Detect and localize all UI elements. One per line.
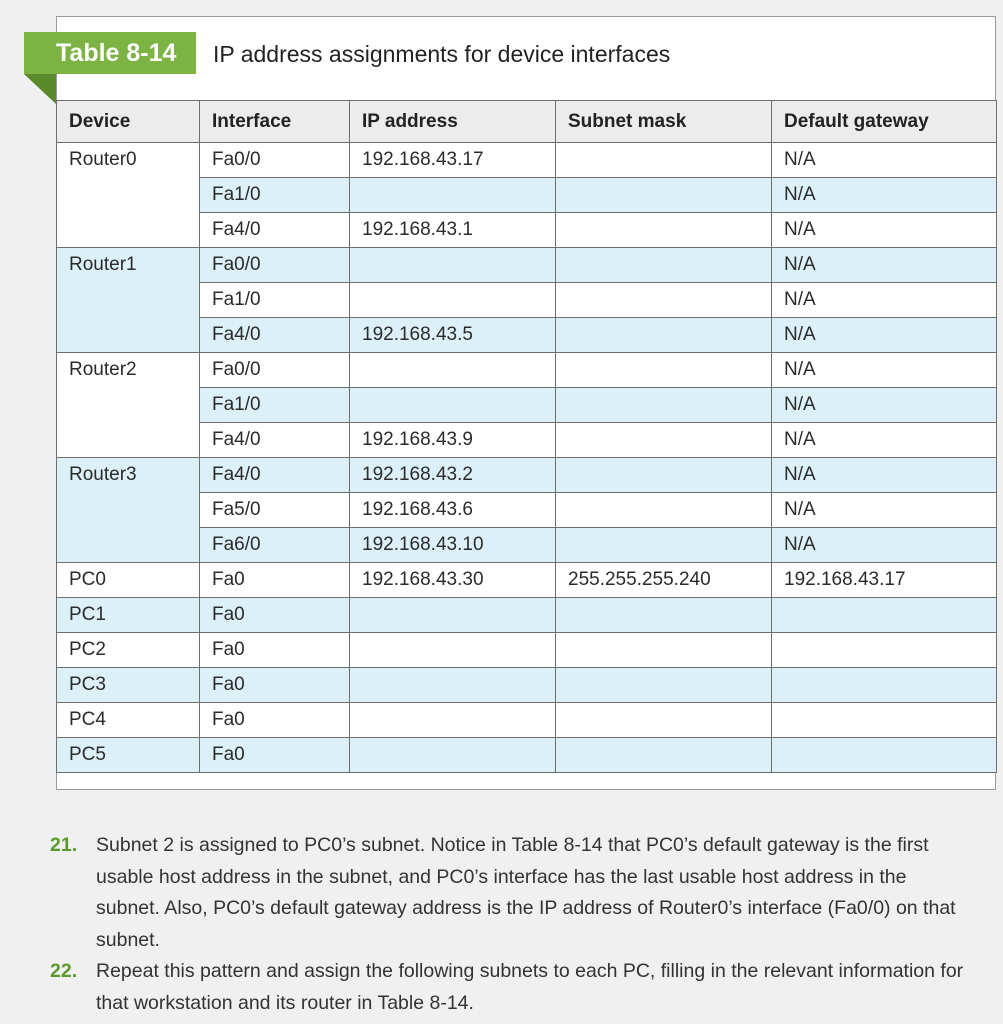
gateway-cell: N/A (772, 283, 997, 318)
gateway-cell: N/A (772, 493, 997, 528)
ip-cell (350, 283, 556, 318)
device-cell: PC3 (57, 668, 200, 703)
ip-assignment-table (56, 100, 997, 773)
device-cell: Router0 (57, 143, 200, 248)
mask-cell (556, 458, 772, 493)
interface-cell: Fa0 (200, 633, 350, 668)
step-21 (50, 830, 970, 956)
device-cell: PC1 (57, 598, 200, 633)
table-row (57, 563, 997, 598)
device-cell: Router2 (57, 353, 200, 458)
ip-cell (350, 353, 556, 388)
table-label: Table 8-14 (24, 32, 196, 74)
step-text: Repeat this pattern and assign the following subnets to each PC, filling in the relevant information for that workstation and its router in Table 8-14. (96, 960, 964, 1014)
interface-cell: Fa0 (200, 598, 350, 633)
interface-cell: Fa4/0 (200, 318, 350, 353)
table-row (57, 248, 997, 283)
interface-cell: Fa0 (200, 703, 350, 738)
mask-cell: 255.255.255.240 (556, 563, 772, 598)
device-cell: PC5 (57, 738, 200, 773)
table-row (57, 598, 997, 633)
gateway-cell: N/A (772, 318, 997, 353)
ip-cell (350, 668, 556, 703)
ip-cell: 192.168.43.17 (350, 143, 556, 178)
ip-cell: 192.168.43.2 (350, 458, 556, 493)
mask-cell (556, 423, 772, 458)
ip-cell (350, 598, 556, 633)
caption-fold-decoration (24, 74, 56, 104)
device-cell: Router3 (57, 458, 200, 563)
step-number: 21. (50, 834, 78, 856)
table-row (57, 738, 997, 773)
gateway-cell (772, 738, 997, 773)
mask-cell (556, 248, 772, 283)
table-row (57, 703, 997, 738)
interface-cell: Fa4/0 (200, 458, 350, 493)
mask-cell (556, 528, 772, 563)
ip-cell (350, 738, 556, 773)
interface-cell: Fa0 (200, 563, 350, 598)
mask-cell (556, 493, 772, 528)
table-row (57, 458, 997, 493)
mask-cell (556, 143, 772, 178)
table-row (57, 353, 997, 388)
ip-cell (350, 703, 556, 738)
gateway-cell (772, 703, 997, 738)
ip-cell: 192.168.43.9 (350, 423, 556, 458)
interface-cell: Fa0 (200, 668, 350, 703)
column-header-default-gateway: Default gateway (772, 101, 997, 143)
mask-cell (556, 598, 772, 633)
step-22 (50, 956, 970, 1019)
table-row (57, 143, 997, 178)
mask-cell (556, 213, 772, 248)
interface-cell: Fa5/0 (200, 493, 350, 528)
mask-cell (556, 738, 772, 773)
gateway-cell (772, 598, 997, 633)
column-header-interface: Interface (200, 101, 350, 143)
instruction-steps (50, 830, 970, 1019)
mask-cell (556, 318, 772, 353)
gateway-cell: N/A (772, 528, 997, 563)
ip-cell: 192.168.43.30 (350, 563, 556, 598)
interface-cell: Fa6/0 (200, 528, 350, 563)
ip-cell (350, 388, 556, 423)
device-cell: PC0 (57, 563, 200, 598)
ip-cell (350, 633, 556, 668)
interface-cell: Fa0/0 (200, 353, 350, 388)
table-header-row (57, 101, 997, 143)
gateway-cell: N/A (772, 353, 997, 388)
gateway-cell: N/A (772, 248, 997, 283)
interface-cell: Fa1/0 (200, 388, 350, 423)
interface-cell: Fa0/0 (200, 143, 350, 178)
interface-cell: Fa4/0 (200, 423, 350, 458)
ip-cell: 192.168.43.6 (350, 493, 556, 528)
gateway-cell: N/A (772, 213, 997, 248)
mask-cell (556, 668, 772, 703)
step-number: 22. (50, 960, 78, 982)
gateway-cell: N/A (772, 143, 997, 178)
ip-cell: 192.168.43.5 (350, 318, 556, 353)
interface-cell: Fa4/0 (200, 213, 350, 248)
device-cell: Router1 (57, 248, 200, 353)
mask-cell (556, 178, 772, 213)
column-header-ip-address: IP address (350, 101, 556, 143)
mask-cell (556, 703, 772, 738)
table-row (57, 668, 997, 703)
gateway-cell: N/A (772, 178, 997, 213)
interface-cell: Fa0/0 (200, 248, 350, 283)
interface-cell: Fa1/0 (200, 283, 350, 318)
table-title: IP address assignments for device interfaces (213, 41, 671, 67)
gateway-cell: N/A (772, 388, 997, 423)
device-cell: PC4 (57, 703, 200, 738)
gateway-cell: N/A (772, 458, 997, 493)
ip-cell (350, 178, 556, 213)
ip-cell: 192.168.43.1 (350, 213, 556, 248)
mask-cell (556, 353, 772, 388)
table-row (57, 633, 997, 668)
device-cell: PC2 (57, 633, 200, 668)
gateway-cell (772, 633, 997, 668)
ip-cell (350, 248, 556, 283)
mask-cell (556, 633, 772, 668)
ip-cell: 192.168.43.10 (350, 528, 556, 563)
column-header-device: Device (57, 101, 200, 143)
gateway-cell: N/A (772, 423, 997, 458)
step-text: Subnet 2 is assigned to PC0’s subnet. Notice in Table 8-14 that PC0’s default gateway is the first usable host address in the subnet, and PC0’s interface has the last usable host address in the subnet. Also, PC0’s default gateway address is the IP address of Router0’s interface (Fa0/0) on that subnet. (96, 834, 956, 951)
column-header-subnet-mask: Subnet mask (556, 101, 772, 143)
mask-cell (556, 388, 772, 423)
gateway-cell (772, 668, 997, 703)
interface-cell: Fa1/0 (200, 178, 350, 213)
interface-cell: Fa0 (200, 738, 350, 773)
gateway-cell: 192.168.43.17 (772, 563, 997, 598)
mask-cell (556, 283, 772, 318)
